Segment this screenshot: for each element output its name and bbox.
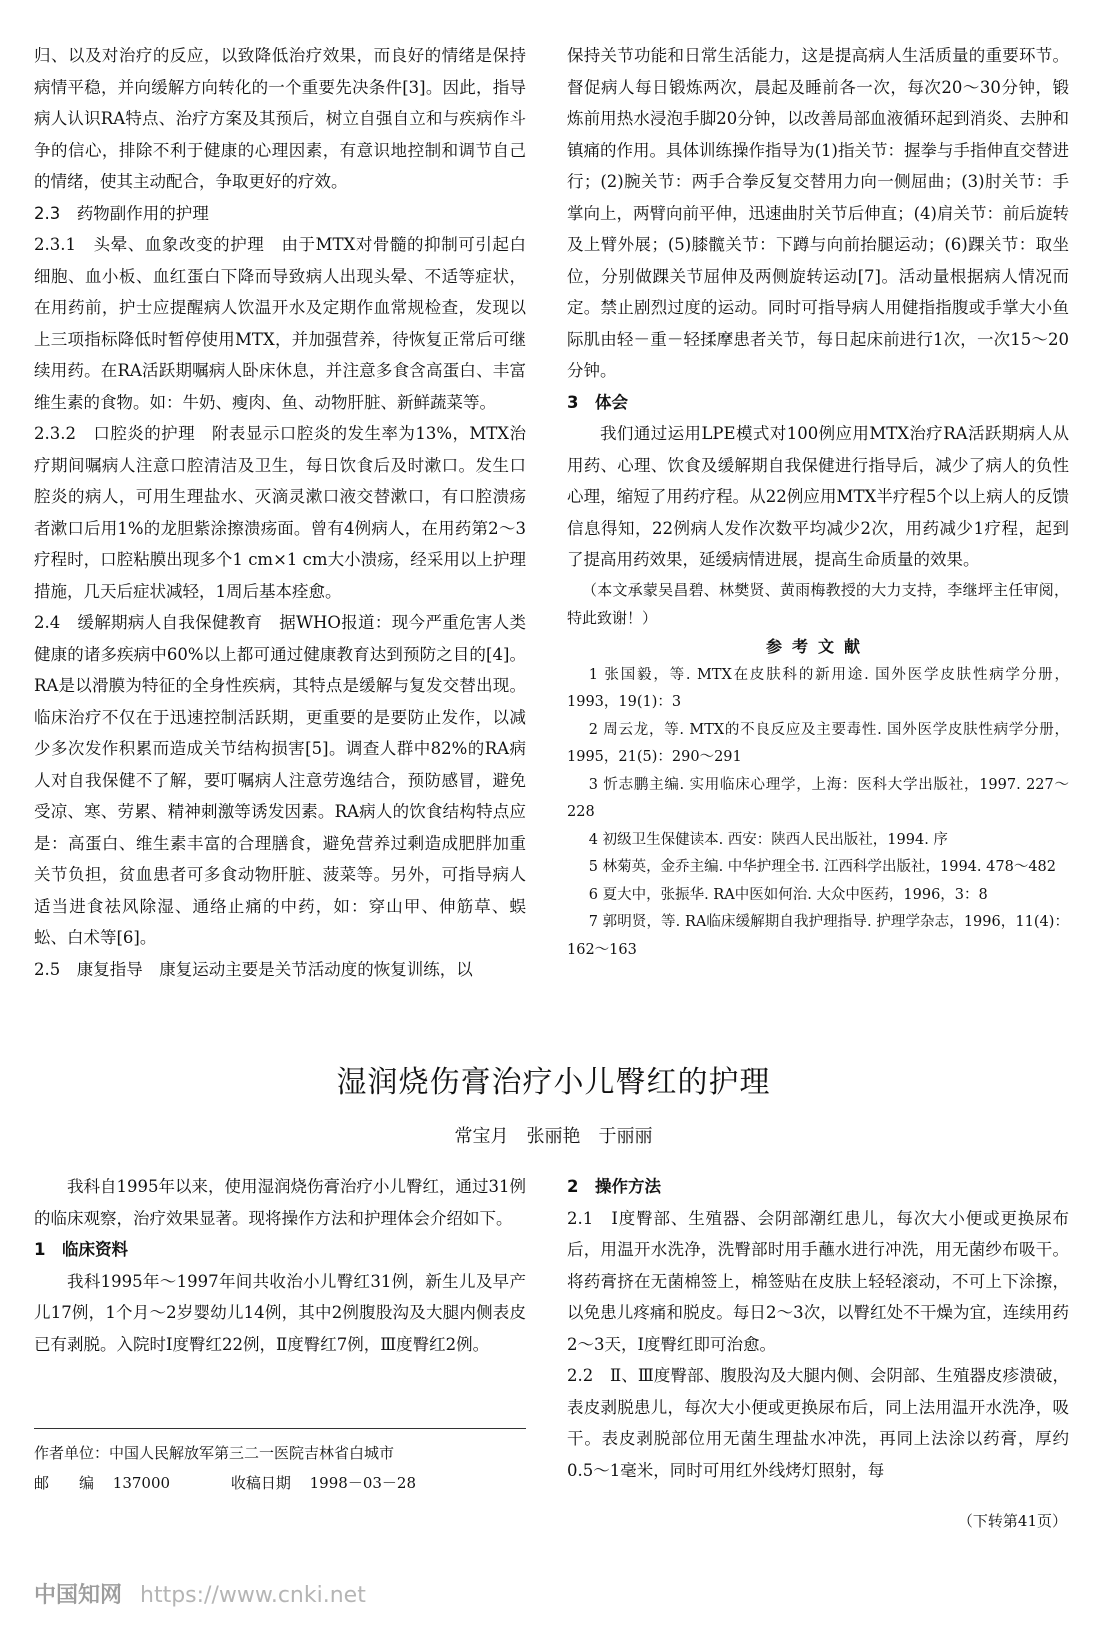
article-paragraph: 我科自1995年以来，使用湿润烧伤膏治疗小儿臀红，通过31例的临床观察，治疗效果显著。现将操作方法和护理体会介绍如下。 — [34, 1177, 526, 1228]
article-paragraph: 2.1 Ⅰ度臀部、生殖器、会阴部潮红患儿，每次大小便或更换尿布后，用温开水洗净，洗臀部时用手蘸水进行冲洗，用无菌纱布吸干。将药膏挤在无菌棉签上，棉签贴在皮肤上轻轻滚动，不可上下涂擦，以免患儿疼痛和脱皮。每日2～3次，以臀红处不干燥为宜，连续用药2～3天，Ⅰ度臀红即可治愈。 — [567, 1208, 1069, 1354]
acknowledgement: （本文承蒙吴昌碧、林樊贤、黄雨梅教授的大力支持，李继坪主任审阅，特此致谢！） — [567, 580, 1069, 627]
references — [567, 632, 1069, 965]
reference-item: 1 张国毅，等. MTX在皮肤科的新用途. 国外医学皮肤性病学分册，1993，19(1)：3 — [567, 666, 1069, 710]
article-paragraph: 我科1995年～1997年间共收治小儿臀红31例，新生儿及早产儿17例，1个月～2岁婴幼儿14例，其中2例腹股沟及大腿内侧表皮已有剥脱。入院时Ⅰ度臀红22例，Ⅱ度臀红7例，Ⅲ度臀红2例。 — [34, 1271, 526, 1354]
reference-item: 2 周云龙，等. MTX的不良反应及主要毒性. 国外医学皮肤性病学分册，1995，21(5)：290～291 — [567, 721, 1069, 765]
postcode-value: 137000 — [112, 1474, 171, 1492]
received-value: 1998－03－28 — [309, 1474, 416, 1492]
footnote — [34, 1438, 526, 1498]
reference-item: 3 忻志鹏主编. 实用临床心理学，上海：医科大学出版社，1997. 227～228 — [567, 776, 1069, 820]
reference-item: 6 夏大中，张振华. RA中医如何治. 大众中医药，1996，3：8 — [588, 886, 988, 903]
reference-item: 7 郭明贤，等. RA临床缓解期自我护理指导. 护理学杂志，1996，11(4)：162～163 — [567, 914, 1069, 958]
prev-article-heading: 3 体会 — [567, 392, 628, 412]
article-paragraph: 2.2 Ⅱ、Ⅲ度臀部、腹股沟及大腿内侧、会阴部、生殖器皮疹溃破，表皮剥脱患儿，每次大小便或更换尿布后，同上法用温开水洗净，吸干。表皮剥脱部位用无菌生理盐水冲洗，再同上法涂以药膏，厚约0.5～1毫米，同时可用红外线烤灯照射，每 — [567, 1366, 1069, 1480]
reference-item: 4 初级卫生保健读本. 西安：陕西人民出版社，1994. 序 — [588, 831, 948, 848]
prev-article-left-column — [34, 40, 526, 985]
prev-article-right-body — [567, 40, 1069, 632]
prev-article-paragraph: 我们通过运用LPE模式对100例应用MTX治疗RA活跃期病人从用药、心理、饮食及缓解期自我保健进行指导后，减少了病人的负性心理，缩短了用药疗程。从22例应用MTX半疗程5个以上病人的反馈信息得知，22例病人发作次数平均减少2次，用药减少1疗程，起到了提高用药效果，延缓病情进展，提高生命质量的效果。 — [567, 424, 1069, 569]
references-title: 参考文献 — [765, 636, 870, 656]
prev-article-paragraph: 2.3.1 头晕、血象改变的护理 由于MTX对骨髓的抑制可引起白细胞、血小板、血红蛋白下降而导致病人出现头晕、不适等症状，在用药前，护士应提醒病人饮温开水及定期作血常规检查，发现以上三项指标降低时暂停使用MTX，并加强营养，待恢复正常后可继续用药。在RA活跃期嘱病人卧床休息，并注意多食含高蛋白、丰富维生素的食物。如：牛奶、瘦肉、鱼、动物肝脏、新鲜蔬菜等。 — [34, 235, 526, 412]
prev-article-paragraph: 保持关节功能和日常生活能力，这是提高病人生活质量的重要环节。督促病人每日锻炼两次，晨起及睡前各一次，每次20～30分钟，锻炼前用热水浸泡手脚20分钟，以改善局部血液循环起到消炎、去肿和镇痛的作用。具体训练操作指导为(1)指关节：握拳与手指伸直交替进行；(2)腕关节：两手合拳反复交替用力向一侧屈曲；(3)肘关节：手掌向上，两臂向前平伸，迅速曲肘关节后伸直；(4)肩关节：前后旋转及上臂外展；(5)膝髋关节：下蹲与向前抬腿运动；(6)踝关节：取坐位，分别做踝关节屈伸及两侧旋转运动[7]。活动量根据病人情况而定。禁止剧烈过度的运动。同时可指导病人用健指指腹或手掌大小鱼际肌由轻－重－轻揉摩患者关节，每日起床前进行1次，一次15～20分钟。 — [567, 46, 1069, 380]
watermark — [34, 1578, 366, 1609]
author-affiliation: 作者单位：中国人民解放军第三二一医院吉林省白城市 — [34, 1444, 395, 1462]
references-list — [567, 662, 1069, 965]
cnki-url: https://www.cnki.net — [140, 1583, 366, 1608]
prev-article-right-column — [567, 40, 1069, 964]
postcode-label: 邮 编 — [34, 1474, 95, 1492]
prev-article-heading: 2.3 药物副作用的护理 — [34, 203, 209, 223]
article-heading: 1 临床资料 — [34, 1240, 128, 1259]
article-left-column — [34, 1171, 526, 1360]
received-label: 收稿日期 — [230, 1474, 291, 1492]
reference-item: 5 林菊英，金乔主编. 中华护理全书. 江西科学出版社，1994. 478～482 — [588, 859, 1056, 875]
prev-article-paragraph: 2.5 康复指导 康复运动主要是关节活动度的恢复训练，以 — [34, 959, 473, 979]
prev-article-paragraph: 归、以及对治疗的反应，以致降低治疗效果，而良好的情绪是保持病情平稳，并向缓解方向转化的一个重要先决条件[3]。因此，指导病人认识RA特点、治疗方案及其预后，树立自强自立和与疾病作斗争的信心，排除不利于健康的心理因素，有意识地控制和调节自己的情绪，使其主动配合，争取更好的疗效。 — [34, 46, 526, 191]
article-title: 湿润烧伤膏治疗小儿臀红的护理 — [336, 1065, 771, 1100]
article-heading: 2 操作方法 — [567, 1177, 661, 1196]
footnote-rule — [34, 1428, 526, 1429]
postcode-line — [34, 1468, 526, 1498]
article-right-column — [567, 1171, 1069, 1486]
cnki-logo: 中国知网 — [34, 1583, 123, 1608]
article-authors: 常宝月 张丽艳 于丽丽 — [454, 1126, 653, 1147]
prev-article-paragraph: 2.3.2 口腔炎的护理 附表显示口腔炎的发生率为13%，MTX治疗期间嘱病人注意口腔清洁及卫生，每日饮食后及时漱口。发生口腔炎的病人，可用生理盐水、灭滴灵漱口液交替漱口，有口腔溃疡者漱口后用1%的龙胆紫涂擦溃疡面。曾有4例病人，在用药第2～3疗程时，口腔粘膜出现多个1 cm×1 cm大小溃疡，经采用以上护理措施，几天后症状减轻，1周后基本痊愈。 — [34, 424, 526, 601]
prev-article-paragraph: 2.4 缓解期病人自我保健教育 据WHO报道：现今严重危害人类健康的诸多疾病中60%以上都可通过健康教育达到预防之目的[4]。RA是以滑膜为特征的全身性疾病，其特点是缓解与复发交替出现。临床治疗不仅在于迅速控制活跃期，更重要的是要防止发作，以减少多次发作积累而造成关节结构损害[5]。调查人群中82%的RA病人对自我保健不了解，要叮嘱病人注意劳逸结合，预防感冒，避免受凉、寒、劳累、精神刺激等诱发因素。RA病人的饮食结构特点应是：高蛋白、维生素丰富的合理膳食，避免营养过剩造成肥胖加重关节负担，贫血患者可多食动物肝脏、菠菜等。另外，可指导病人适当进食祛风除湿、通络止痛的中药，如：穿山甲、伸筋草、蜈蚣、白术等[6]。 — [34, 613, 526, 947]
continued-note: （下转第41页） — [957, 1512, 1067, 1530]
